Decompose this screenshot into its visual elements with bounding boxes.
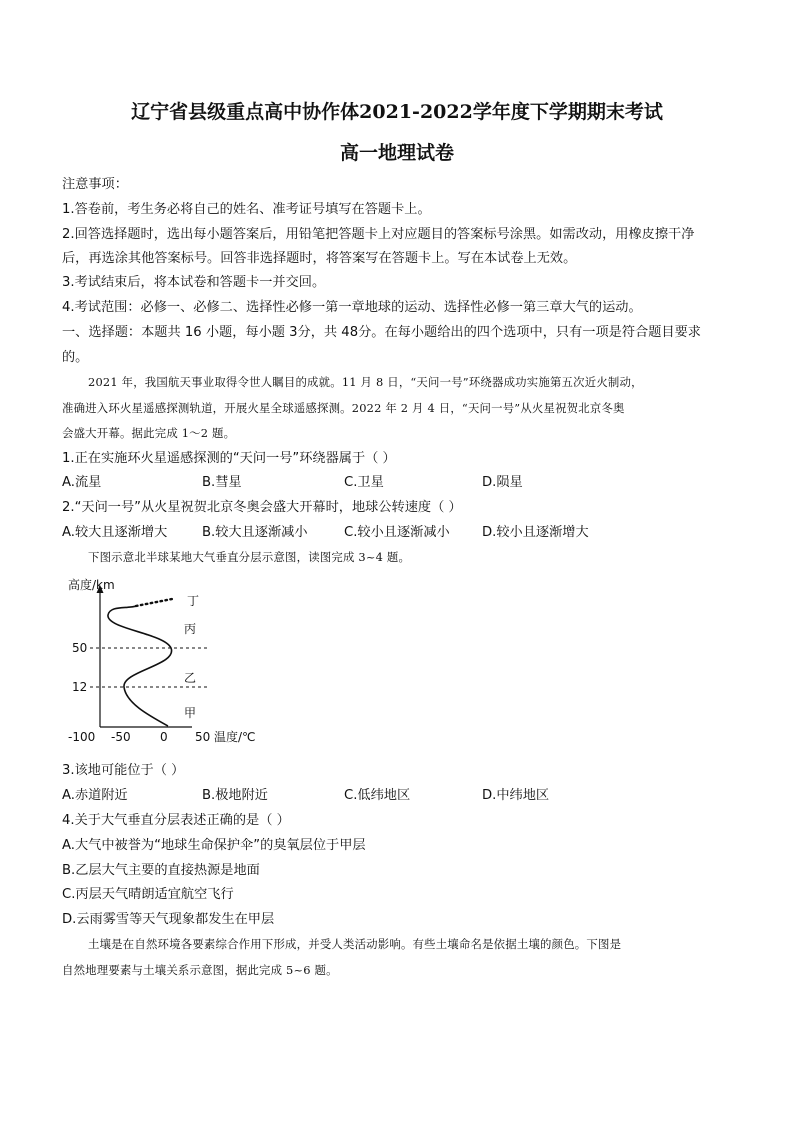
option-a[interactable]: A.赤道附近 bbox=[62, 788, 128, 803]
x-tick-label: -50 bbox=[111, 730, 131, 744]
passage-line: 自然地理要素与土壤关系示意图，据此完成 5~6 题。 bbox=[62, 963, 338, 977]
question-1-stem: 1.正在实施环火星遥感探测的“天问一号”环绕器属于（ ） bbox=[62, 451, 396, 466]
note-item: 后，再选涂其他答案标号。回答非选择题时，将答案写在答题卡上。写在本试卷上无效。 bbox=[62, 251, 577, 266]
temperature-curve bbox=[108, 606, 172, 726]
option-c[interactable]: C.较小且逐渐减小 bbox=[344, 525, 450, 540]
option-b[interactable]: B.较大且逐渐减小 bbox=[202, 525, 308, 540]
question-4-stem: 4.关于大气垂直分层表述正确的是（ ） bbox=[62, 813, 290, 828]
x-tick-label: 0 bbox=[160, 730, 168, 744]
question-3-stem: 3.该地可能位于（ ） bbox=[62, 763, 185, 778]
note-item: 4.考试范围：必修一、必修二、选择性必修一第一章地球的运动、选择性必修一第三章大气的运动。 bbox=[62, 300, 642, 315]
option-b[interactable]: B.极地附近 bbox=[202, 788, 268, 803]
y-tick-label: 50 bbox=[72, 641, 88, 655]
option-b[interactable]: B.彗星 bbox=[202, 475, 242, 490]
option-d[interactable]: D.陨星 bbox=[482, 475, 523, 490]
x-axis-label: 温度/℃ bbox=[214, 730, 256, 744]
passage-line: 2021 年，我国航天事业取得令世人瞩目的成就。11 月 8 日，“天问一号”环绕器成功实施第五次近火制动， bbox=[88, 375, 643, 389]
option-b[interactable]: B.乙层大气主要的直接热源是地面 bbox=[62, 863, 260, 878]
atmosphere-chart bbox=[62, 575, 262, 747]
y-tick-label: 12 bbox=[72, 680, 88, 694]
option-a[interactable]: A.流星 bbox=[62, 475, 102, 490]
x-tick-label: 50 bbox=[195, 730, 211, 744]
option-c[interactable]: C.丙层天气晴朗适宜航空飞行 bbox=[62, 887, 234, 902]
passage-line: 下图示意北半球某地大气垂直分层示意图，读图完成 3~4 题。 bbox=[88, 550, 411, 564]
x-tick-label: -100 bbox=[68, 730, 96, 744]
note-item: 1.答卷前，考生务必将自己的姓名、准考证号填写在答题卡上。 bbox=[62, 202, 431, 217]
note-item: 3.考试结束后，将本试卷和答题卡一并交回。 bbox=[62, 275, 326, 290]
notes-heading: 注意事项： bbox=[62, 177, 128, 192]
option-a[interactable]: A.大气中被誉为“地球生命保护伞”的臭氧层位于甲层 bbox=[62, 838, 366, 853]
option-d[interactable]: D.云雨雾雪等天气现象都发生在甲层 bbox=[62, 912, 275, 927]
passage-line: 土壤是在自然环境各要素综合作用下形成，并受人类活动影响。有些土壤命名是依据土壤的颜色。下图是 bbox=[88, 937, 622, 951]
question-2-stem: 2.“天问一号”从火星祝贺北京冬奥会盛大开幕时，地球公转速度（ ） bbox=[62, 500, 462, 515]
option-d[interactable]: D.较小且逐渐增大 bbox=[482, 525, 589, 540]
section-heading-cont: 的。 bbox=[62, 350, 89, 365]
passage-line: 会盛大开幕。据此完成 1～2 题。 bbox=[62, 426, 236, 440]
section-heading: 一、选择题：本题共 16 小题，每小题 3分，共 48分。在每小题给出的四个选项中，只有一项是符合题目要求 bbox=[62, 325, 701, 340]
layer-label-ding: 丁 bbox=[187, 594, 200, 608]
layer-label-jia: 甲 bbox=[184, 706, 197, 720]
temperature-curve-dotted bbox=[136, 599, 172, 606]
option-d[interactable]: D.中纬地区 bbox=[482, 788, 550, 803]
exam-title: 辽宁省县级重点高中协作体2021-2022学年度下学期期末考试 bbox=[131, 101, 663, 123]
passage-line: 准确进入环火星遥感探测轨道，开展火星全球遥感探测。2022 年 2 月 4 日，“天问一号”从火星祝贺北京冬奥 bbox=[62, 401, 625, 415]
y-axis-label: 高度/km bbox=[68, 578, 115, 592]
option-a[interactable]: A.较大且逐渐增大 bbox=[62, 525, 168, 540]
layer-label-bing: 丙 bbox=[184, 622, 197, 636]
option-c[interactable]: C.卫星 bbox=[344, 475, 384, 490]
note-item: 2.回答选择题时，选出每小题答案后，用铅笔把答题卡上对应题目的答案标号涂黑。如需改动，用橡皮擦干净 bbox=[62, 227, 695, 242]
layer-label-yi: 乙 bbox=[184, 671, 197, 685]
option-c[interactable]: C.低纬地区 bbox=[344, 788, 411, 803]
exam-subtitle: 高一地理试卷 bbox=[339, 142, 454, 164]
